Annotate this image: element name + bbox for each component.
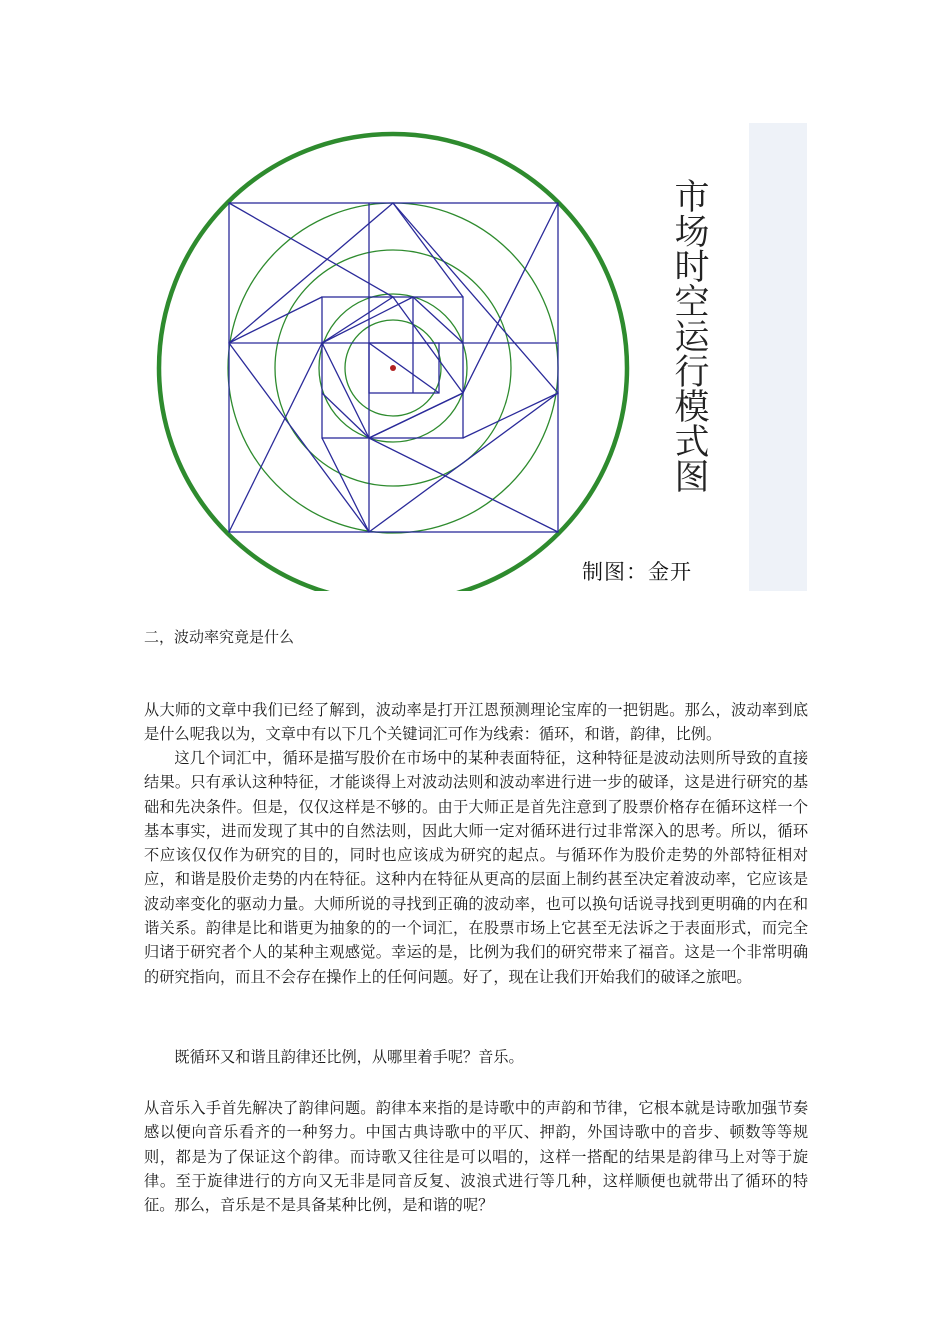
paragraph-4: 从音乐入手首先解决了韵律问题。韵律本来指的是诗歌中的声韵和节律，它根本就是诗歌加强节奏感以便向音乐看齐的一种努力。中国古典诗歌中的平仄、押韵，外国诗歌中的音步、顿数等等规则，都是为了保证这个韵律。而诗歌又往往是可以唱的，这样一搭配的结果是韵律马上对等于旋律。至于旋律进行的方向又无非是同音反复、波浪式进行等几种，这样顺便也就带出了循环的特征。那么，音乐是不是具备某种比例，是和谐的呢？ bbox=[144, 1099, 808, 1215]
figure-title: 市场时空运行模式图 bbox=[669, 178, 709, 493]
inner-line-1 bbox=[369, 343, 439, 393]
market-model-figure bbox=[143, 123, 807, 591]
paragraph-1: 从大师的文章中我们已经了解到，波动率是打开江恩预测理论宝库的一把钥匙。那么，波动率到底是什么呢我以为，文章中有以下几个关键词汇可作为线索：循环，和谐，韵律，比例。 bbox=[144, 701, 808, 744]
diag-9 bbox=[322, 438, 369, 532]
diag-5 bbox=[369, 438, 558, 532]
paragraph-2: 这几个词汇中，循环是描写股价在市场中的某种表面特征，这种特征是波动法则所导致的直接结果。只有承认这种特征，才能谈得上对波动法则和波动率进行进一步的破译，这是进行研究的基础和先决条件。但是，仅仅这样是不够的。由于大师正是首先注意到了股票价格存在循环这样一个基本事实，进而发现了其中的自然法则，因此大师一定对循环进行过非常深入的思考。所以，循环不应该仅仅作为研究的目的，同时也应该成为研究的起点。与循环作为股价走势的外部特征相对应，和谐是股价走势的内在特征。这种内在特征从更高的层面上制约甚至决定着波动率，它应该是波动率变化的驱动力量。大师所说的寻找到正确的波动率，也可以换句话说寻找到更明确的内在和谐关系。韵律是比和谐更为抽象的的一个词汇，在股票市场上它甚至无法诉之于表面形式，而完全归诸于研究者个人的某种主观感觉。幸运的是，比例为我们的研究带来了福音。这是一个非常明确的研究指向，而且不会存在操作上的任何问题。好了，现在让我们开始我们的破译之旅吧。 bbox=[144, 749, 808, 986]
diag-8 bbox=[463, 393, 558, 438]
inner-line-6 bbox=[322, 393, 369, 438]
inner-line-5 bbox=[413, 297, 463, 343]
center-dot bbox=[390, 365, 396, 371]
section-heading: 二，波动率究竟是什么 bbox=[144, 628, 295, 646]
figure-credit: 制图：金开 bbox=[582, 560, 692, 584]
paragraph-3: 既循环又和谐且韵律还比例，从哪里着手呢？音乐。 bbox=[174, 1048, 524, 1066]
